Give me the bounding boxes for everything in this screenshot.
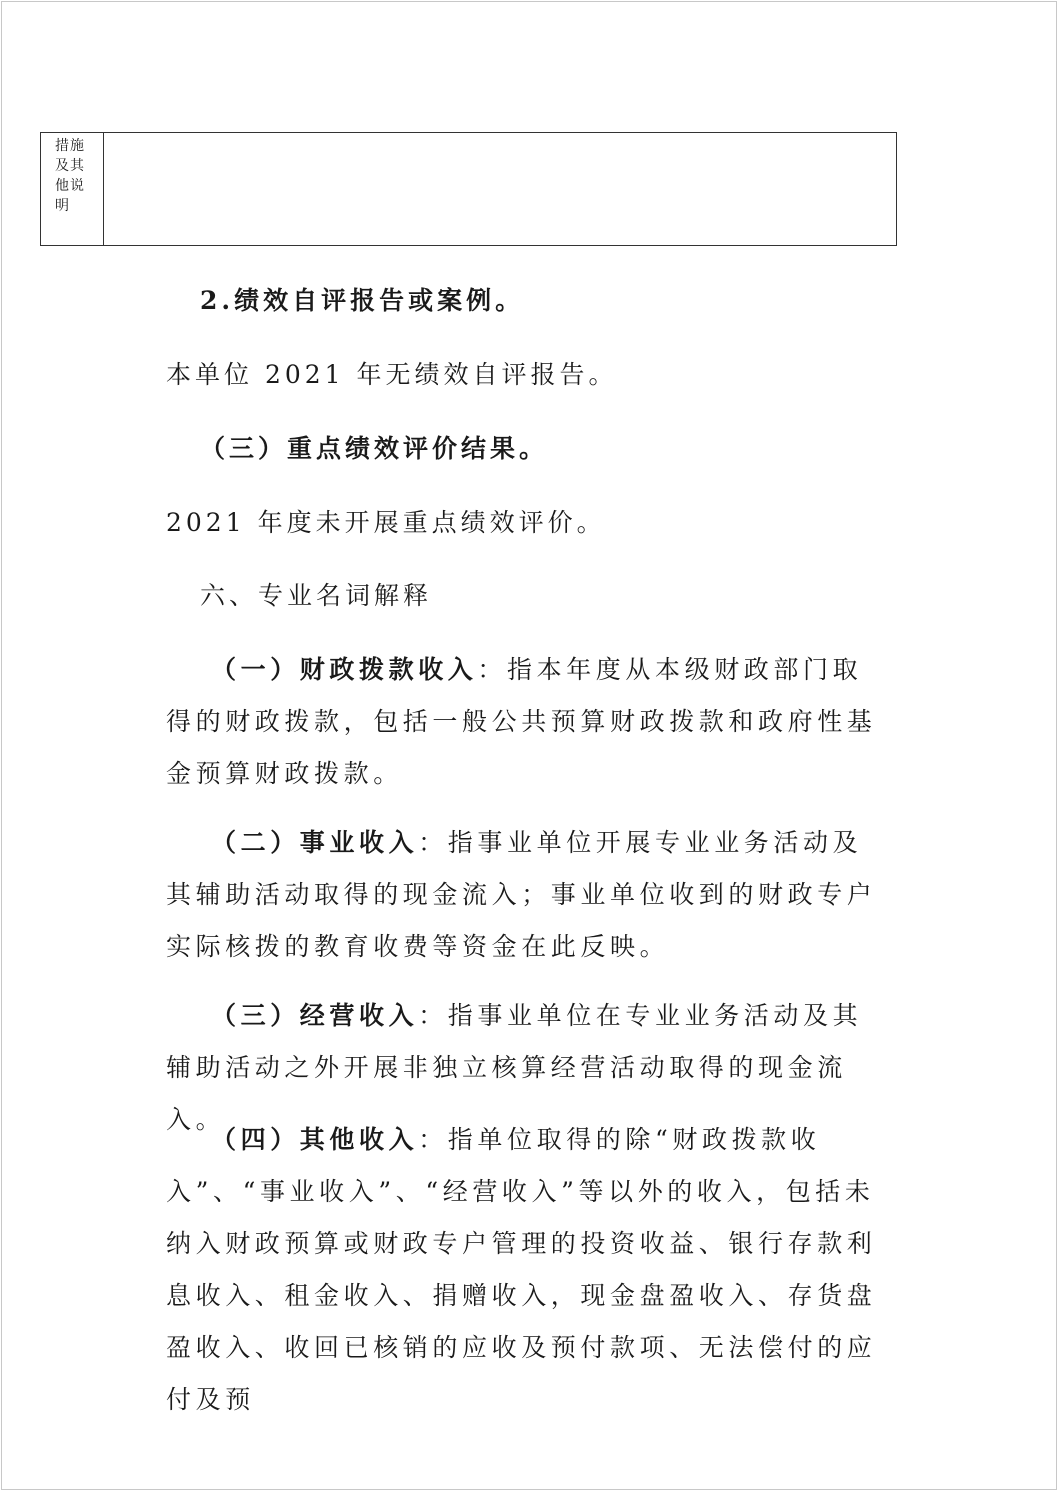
definition-4-term: （四）其他收入 [211,1125,419,1154]
measures-label-cell [41,133,104,245]
section2-text: 本单位 2021 年无绩效自评报告。 [166,360,618,389]
definition-3-term: （三）经营收入 [211,1001,419,1030]
definition-1 [166,644,886,800]
measures-label: 措施及其他说明 [55,138,85,214]
definition-2-term: （二）事业收入 [211,828,419,857]
definition-2-body: ：指事业单位开展专业业务活动及其辅助活动取得的现金流入；事业单位收到的财政专户实际核拨的教育收费等资金在此反映。 [166,828,877,961]
chapter6-title: 六、专业名词解释 [200,581,433,610]
section2-title: 2.绩效自评报告或案例。 [200,286,525,315]
section3-title: （三）重点绩效评价结果。 [200,434,549,463]
measures-table [40,132,897,246]
definition-4 [166,1114,886,1426]
definition-3-body: ：指事业单位在专业业务活动及其辅助活动之外开展非独立核算经营活动取得的现金流入。 [166,1001,863,1134]
section3-text: 2021 年度未开展重点绩效评价。 [166,508,606,537]
definition-2 [166,817,886,973]
measures-content-cell [104,133,896,245]
definition-4-body: ：指单位取得的除“财政拨款收入”、“事业收入”、“经营收入”等以外的收入，包括未纳入财政预算或财政专户管理的投资收益、银行存款利息收入、租金收入、捐赠收入，现金盘盈收入、存货盘盈收入、收回已核销的应收及预付款项、无法偿付的应付及预 [166,1125,877,1414]
definition-1-term: （一）财政拨款收入 [211,655,478,684]
definition-1-body: ：指本年度从本级财政部门取得的财政拨款，包括一般公共预算财政拨款和政府性基金预算财政拨款。 [166,655,877,788]
